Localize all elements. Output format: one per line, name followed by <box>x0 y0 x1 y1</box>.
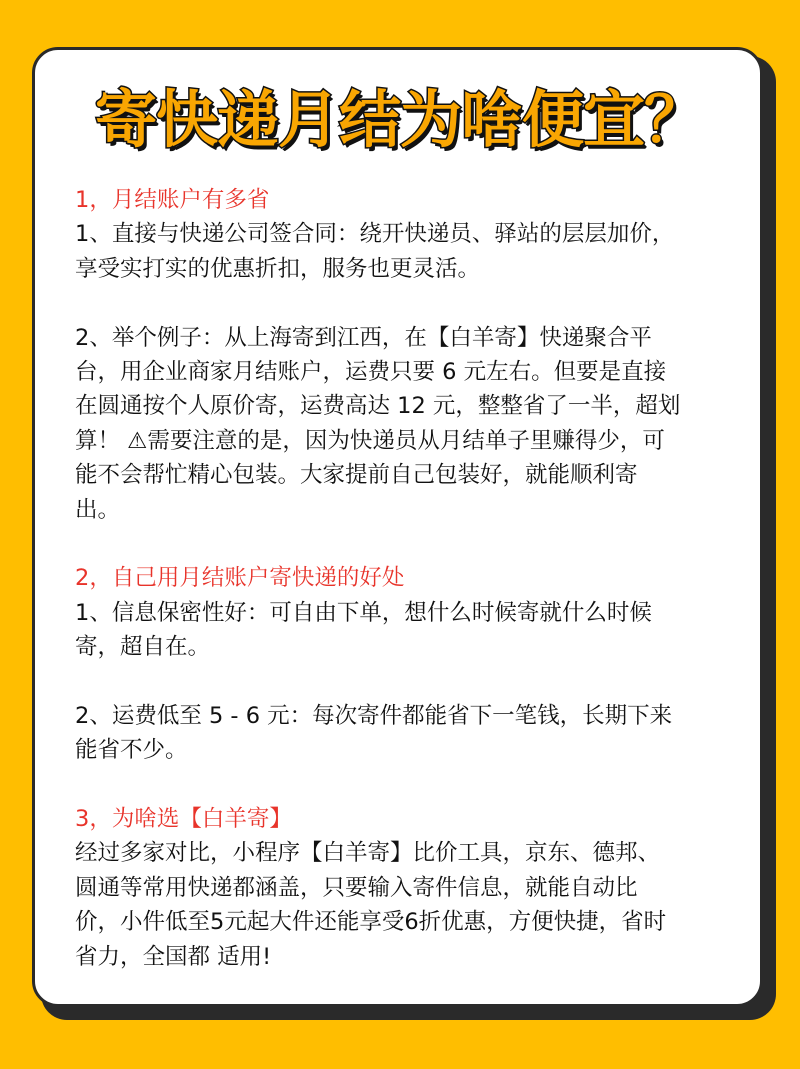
paragraph-line: 能省不少。 <box>75 737 188 764</box>
paragraph-line: 能不会帮忙精心包装。大家提前自己包装好，就能顺利寄 <box>75 462 638 489</box>
paragraph-line: 享受实打实的优惠折扣，服务也更灵活。 <box>75 255 481 282</box>
blank-line <box>75 768 755 802</box>
paragraph-line: 1、直接与快递公司签合同：绕开快递员、驿站的层层加价， <box>75 221 675 248</box>
section-heading: 2，自己用月结账户寄快递的好处 <box>75 565 405 592</box>
paragraph-line: 台，用企业商家月结账户，运费只要 6 元左右。但要是直接 <box>75 358 667 385</box>
paragraph-line: 算！ ⚠需要注意的是，因为快递员从月结单子里赚得少，可 <box>75 427 665 454</box>
section-heading: 1，月结账户有多省 <box>75 187 270 213</box>
paragraph-line: 出。 <box>75 496 121 523</box>
paragraph-line: 圆通等常用快递都涵盖，只要输入寄件信息，就能自动比 <box>75 874 638 901</box>
blank-line <box>75 664 755 698</box>
section-heading: 3，为啥选【白羊寄】 <box>75 806 292 833</box>
paragraph-line: 省力，全国都 适用! <box>75 943 272 970</box>
paragraph-line: 在圆通按个人原价寄，运费高达 12 元，整整省了一半，超划 <box>75 393 681 420</box>
paragraph-line: 价，小件低至5元起大件还能享受6折优惠，方便快捷，省时 <box>75 909 667 936</box>
blank-line <box>75 527 755 561</box>
paragraph-line: 2、举个例子：从上海寄到江西，在【白羊寄】快递聚合平 <box>75 324 652 351</box>
paragraph-line: 1、信息保密性好：可自由下单，想什么时候寄就什么时候 <box>75 599 652 626</box>
page-title: 寄快递月结为啥便宜？ <box>94 83 705 156</box>
paragraph-line: 寄，超自在。 <box>75 634 211 661</box>
paragraph-line: 2、运费低至 5 - 6 元：每次寄件都能省下一笔钱，长期下来 <box>75 702 673 729</box>
paragraph-line: 经过多家对比，小程序【白羊寄】比价工具，京东、德邦、 <box>75 840 661 867</box>
article-body <box>75 183 755 974</box>
blank-line <box>75 286 755 320</box>
